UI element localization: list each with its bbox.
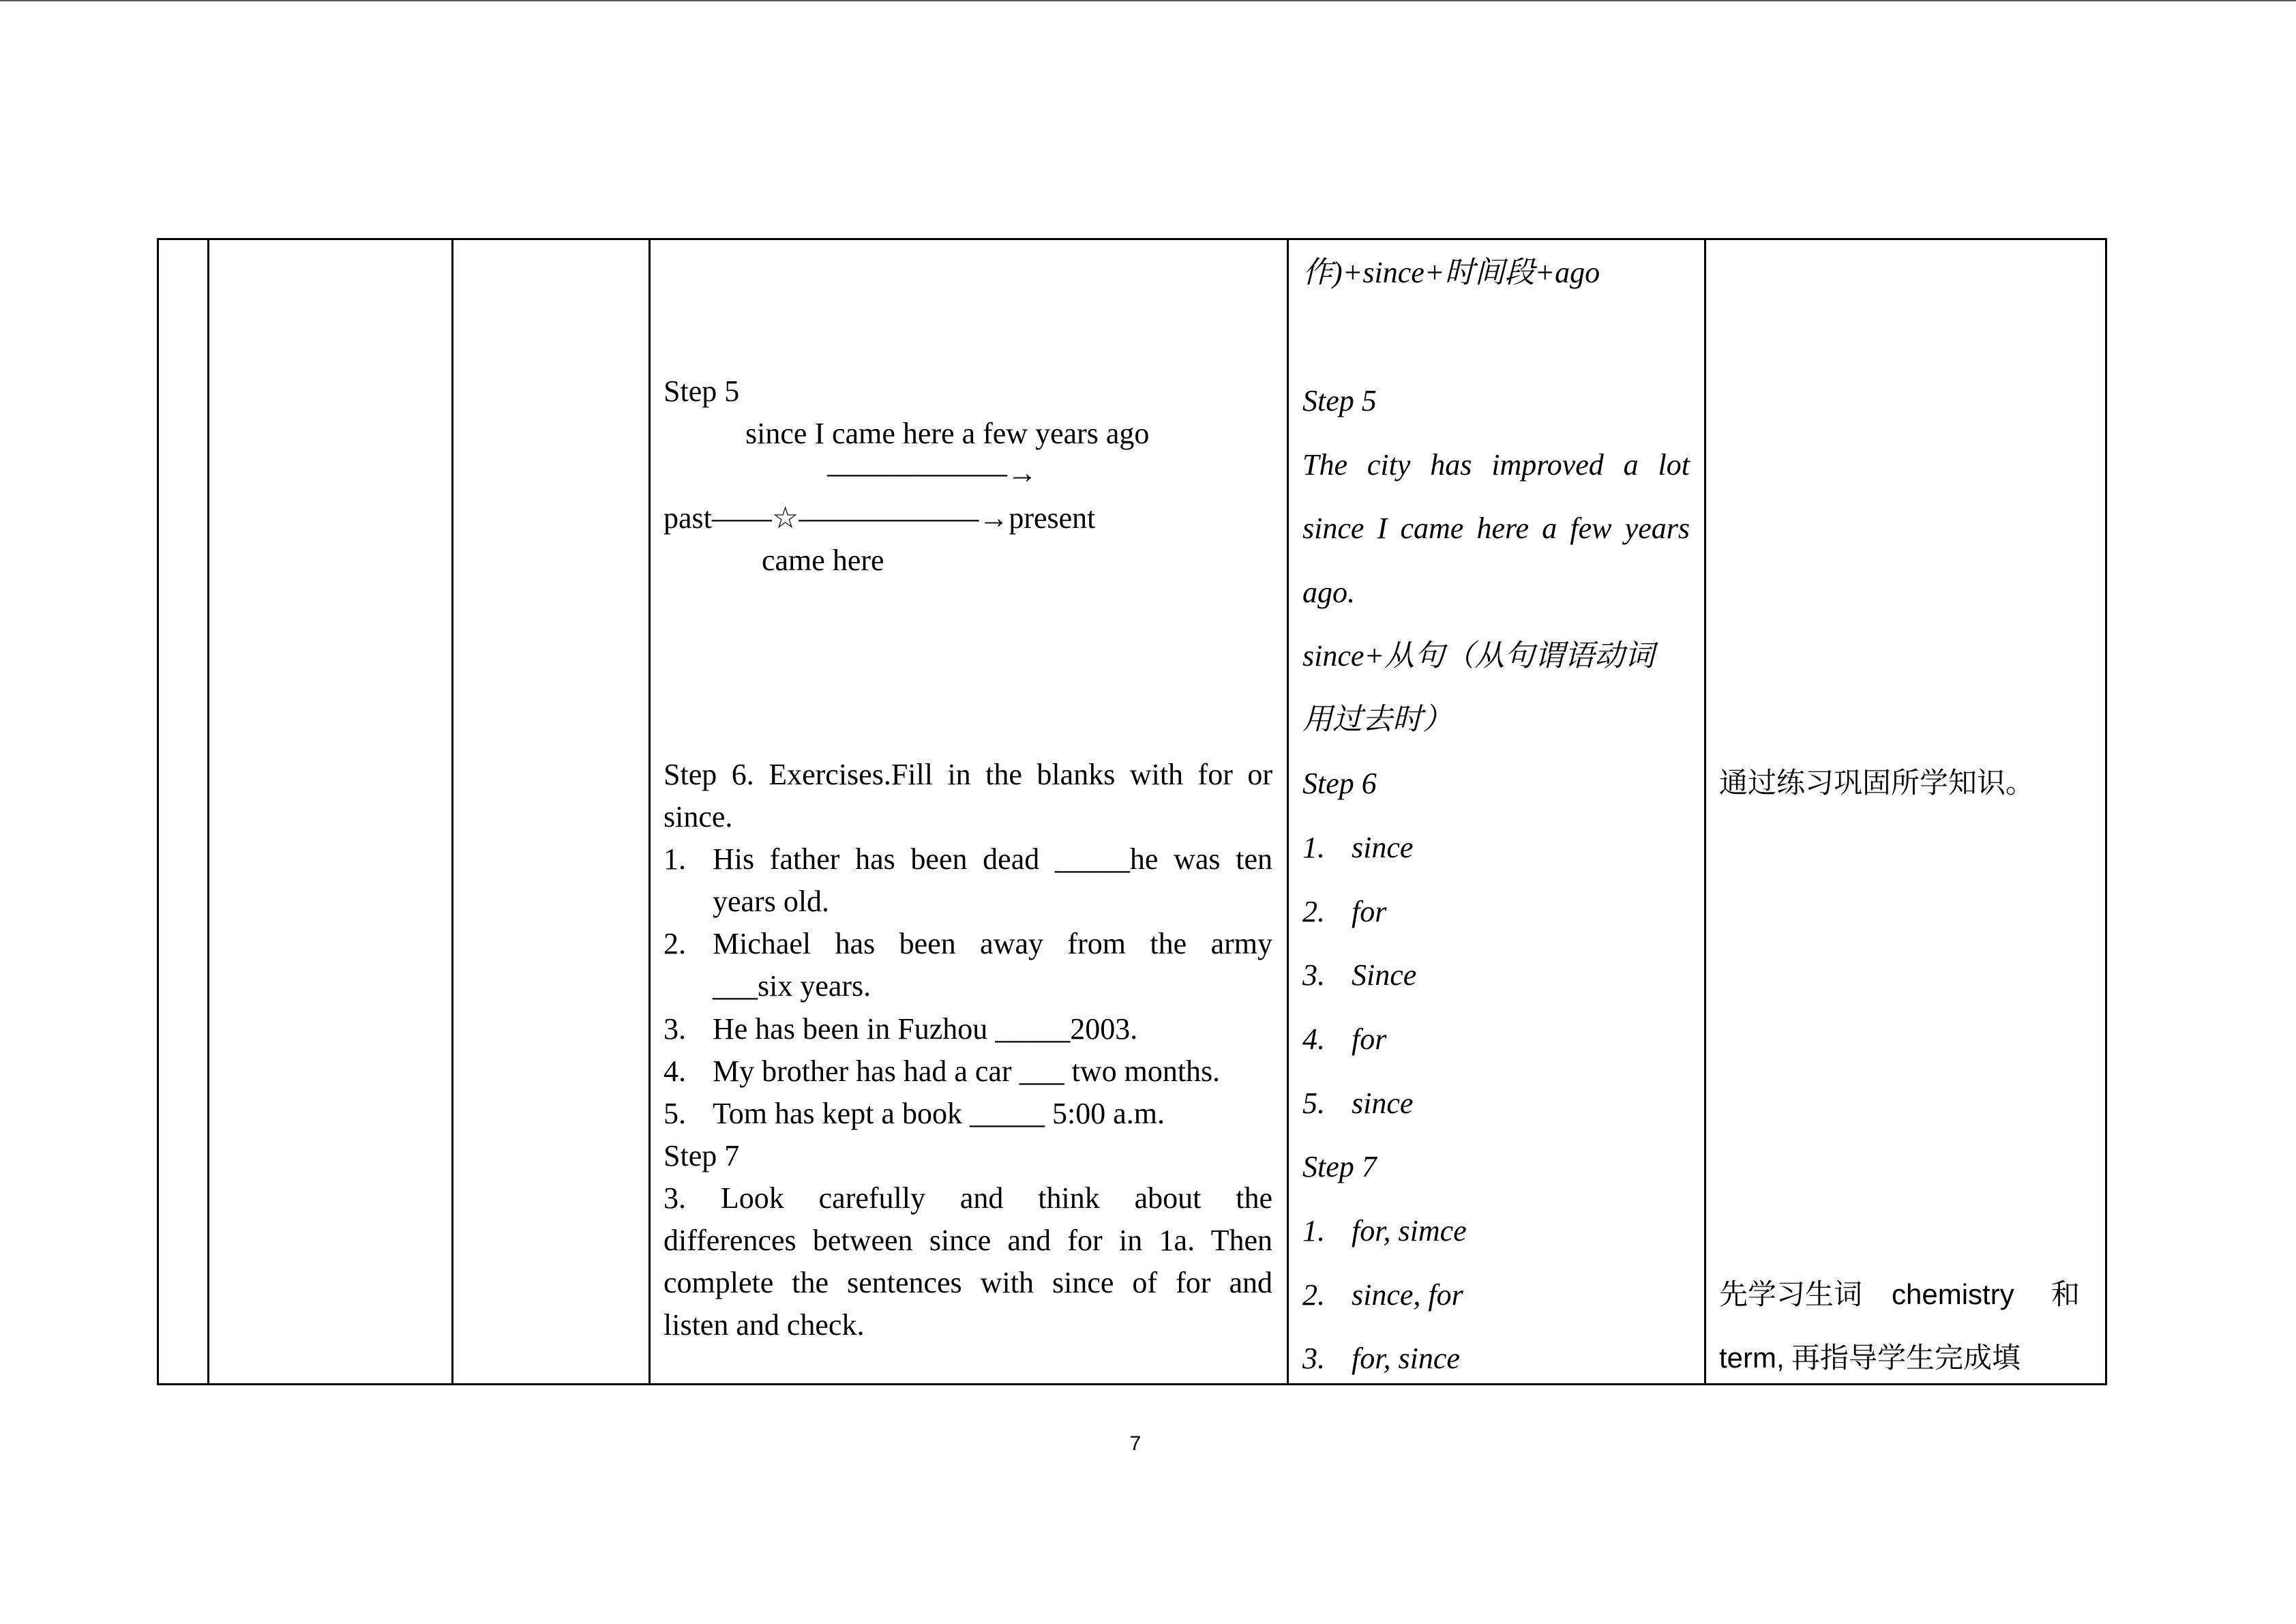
answers-step5-rule: since+从句（从句谓语动词 [1302,639,1655,673]
answer-text: since [1352,831,1414,864]
exercise-number: 5. [664,1097,686,1130]
page-top-border [0,0,2296,1]
answer-number: 2. [1302,1278,1325,1312]
answer-number: 3. [1302,958,1325,992]
step7-text: 3. Look carefully and think about the [664,1181,1272,1215]
step7-text: differences between since and for in 1a. Then [664,1224,1272,1257]
answer-number: 2. [1302,895,1325,928]
step5-title: Step 5 [664,374,740,408]
design-note: term, [1719,1342,1785,1374]
exercise-number: 1. [664,842,686,876]
table-bottom-border [157,1383,2107,1385]
answer-text: Since [1352,958,1417,992]
step7-title: Step 7 [664,1139,740,1172]
table-col-border [207,238,209,1385]
step7-text: complete the sentences with since of for and [664,1266,1272,1299]
answer-text: for, simce [1352,1214,1467,1247]
exercise-item-cont: ___six years. [713,969,871,1003]
answer-text: since, for [1352,1278,1463,1312]
answer-text: since [1352,1087,1414,1120]
design-note: 和 [2051,1278,2081,1311]
answer-text: for, since [1352,1342,1460,1375]
table-col-border [2105,238,2107,1385]
step5-timeline: past——☆——————→present [664,501,1096,535]
design-note: 再指导学生完成填 [1791,1341,2021,1374]
design-note: chemistry [1892,1278,2014,1310]
exercise-item: Tom has kept a book _____ 5:00 a.m. [713,1097,1165,1130]
answer-number: 1. [1302,1214,1325,1247]
top-formula: 作)+since+时间段+ago [1302,256,1600,289]
exercise-number: 3. [664,1012,686,1046]
step7-text: listen and check. [664,1308,865,1342]
table-col-border [1704,238,1706,1385]
step6-title: Step 6. Exercises.Fill in the blanks with for or [664,758,1272,791]
answer-number: 1. [1302,831,1325,864]
answers-step5-title: Step 5 [1302,384,1377,417]
step5-since-phrase: since I came here a few years ago [745,417,1150,450]
table-col-border [451,238,453,1385]
step6-title-cont: since. [664,800,733,833]
exercise-item-cont: years old. [713,885,830,918]
exercise-item: His father has been dead _____he was ten [713,842,1272,876]
exercise-item: My brother has had a car ___ two months. [713,1054,1221,1088]
table-col-border [1287,238,1289,1385]
step5-came-here: came here [762,544,884,577]
table-col-border [157,238,159,1385]
exercise-item: Michael has been away from the army [713,927,1272,960]
answers-step5-text: since I came here a few years [1302,512,1690,545]
answers-step5-rule: 用过去时） [1302,703,1452,736]
table-top-border [157,238,2107,240]
answers-step7-title: Step 7 [1302,1150,1377,1183]
table-col-border [648,238,651,1385]
answer-number: 3. [1302,1342,1325,1375]
step5-arrow-top: ——————→ [827,456,1037,490]
answers-step5-text: The city has improved a lot [1302,448,1690,482]
exercise-item: He has been in Fuzhou _____2003. [713,1012,1138,1046]
exercise-number: 4. [664,1054,686,1088]
exercise-number: 2. [664,927,686,960]
answers-step6-title: Step 6 [1302,767,1377,800]
answer-number: 5. [1302,1087,1325,1120]
answer-text: for [1352,1022,1387,1056]
answer-text: for [1352,895,1387,928]
answers-step5-text: ago. [1302,576,1355,609]
answer-number: 4. [1302,1022,1325,1056]
design-note: 通过练习巩固所学知识。 [1719,766,2035,799]
design-note: 先学习生词 [1719,1278,1863,1311]
page-number: 7 [1129,1432,1142,1455]
